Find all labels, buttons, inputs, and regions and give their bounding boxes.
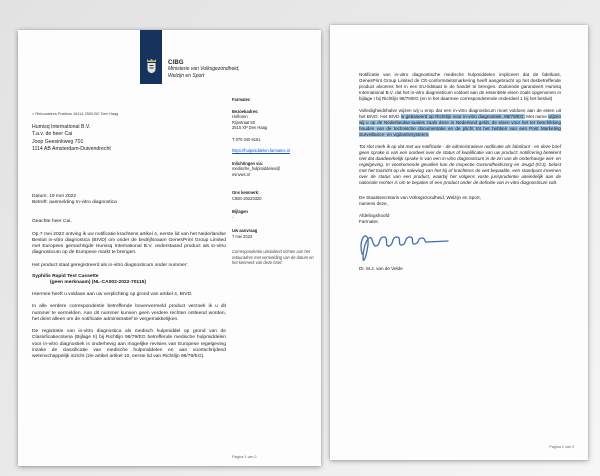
rijksoverheid-logo-ribbon: [140, 30, 162, 84]
reference-number: CIBG-20223320: [232, 195, 262, 201]
letter-page-2: [330, 25, 588, 460]
recipient-city: 1114 AB Amsterdam-Duivendrecht: [32, 145, 111, 152]
requirements-text: Met name: [524, 113, 549, 119]
recipient-address-block: [32, 124, 111, 153]
subject-line: Betreft: aanmelding In-vitro diagnostica: [32, 200, 117, 206]
product-registration-block: [32, 274, 226, 286]
info-email-line: minvws.nl: [232, 171, 250, 177]
reference-label: Ons kenmerk:: [232, 190, 260, 196]
phone-number: T 070 340 6161: [232, 136, 261, 142]
request-date-label: Uw aanvraag: [232, 228, 258, 234]
farmatec-url-link: https://hulpmiddelen.farmatec.nl: [232, 148, 291, 154]
page-number-footer: Pagina 2 van 2: [549, 445, 574, 449]
product-name: Syphilis Rapid Test Cassette: [32, 273, 99, 279]
paragraph-registration-intro: Het product staat geregistreerd als in-vitro diagnosticum onder nummer:: [32, 262, 188, 268]
requirements-text: Volledigheidshalve wijzen wij u erop dat een in-vitro diagnosticum moet voldoen aan de eisen uit het BIVD. Het BIVD: [359, 107, 561, 119]
request-date-value: 7 mei 2022: [232, 233, 253, 239]
recipient-attn: T.a.v. de heer Cai: [32, 131, 73, 138]
visit-address-line: Hoftoren: [232, 114, 248, 120]
visit-address-line: 2515 XP Den Haag: [232, 125, 268, 131]
info-label: Inlichtingen via:: [232, 160, 264, 166]
sidebar-dept: Farmatec: [232, 97, 251, 102]
visit-address-label: Bezoekadres:: [232, 108, 259, 114]
logo-ministry-line-1: Ministerie van Volksgezondheid,: [168, 66, 240, 72]
signer-name: Dr. M.J. van de Velde: [359, 266, 403, 272]
letter-body-page-1: [32, 194, 226, 360]
info-email-line: medische_hulpmiddelen@: [232, 166, 281, 172]
letter-page-1: [18, 30, 321, 466]
paragraph-requirements: [359, 108, 561, 138]
paragraph-notification: Op 7 mei 2022 ontving ik uw notificatie krachtens artikel 4, eerste lid van het Nederlandse Besluit in-vitro diagnostica (BIVD) om onder de bedrijfsnaam GenesPrint Group Limited met Europees gemachtigde Humisq International B.V. onderstaand product als in-vitro diagnosticum op de Europese markt te brengen.: [32, 231, 226, 256]
paragraph-ce-marking: Notificatie van in-vitro diagnostische medische hulpmiddelen impliceert dat de fabrikant, GenesPrint Group Limited de CE-conformiteitsmarkering heeft aangebracht op het desbetreffende product alvorens het in een EU-lidstaat in de handel te brengen. Zodoende garandeert Humisq International B.V. dat het in-vitro diagnosticum voldoet aan de essentiële eisen zoals opgenomen in bijlage I bij Richtlijn 98/79/EG (en in het daarmee corresponderende onderdeel 1 bij het besluit): [359, 72, 561, 101]
closing-line-2: namens deze,: [359, 201, 388, 207]
date-line: Datum: 19 mei 2022: [32, 194, 77, 199]
paragraph-disclaimer-italic: Tot slot merk ik op dat met uw notificatie - de administratieve notificatie als fabrikant - en deze brief geen sprake is van een oordeel over de status of kwalificatie van uw product: notificering betekent niet dat daadwerkelijk sprake is van een in-vitro diagnosticum in de zin van de onderhavige wet- en regelgeving. In voorkomende gevallen kan de Inspectie Gezondheidszorg en Jeugd (IGJ), belast met het toezicht op de naleving van het bij of krachtens de wet bepaalde, een standpunt innemen over de status van een product, waarbij het volgens vaste jurisprudentie uiteindelijk aan de nationale rechter is om te bepalen of een product onder de definitie van in-vitro diagnosticum valt.: [359, 143, 561, 185]
attachments-value: -: [232, 214, 234, 220]
paragraph-obligation: Hiermee heeft u voldaan aan uw verplichting op grond van artikel 4, BIVD.: [32, 292, 193, 298]
recipient-company: Humisq International B.V.: [32, 124, 91, 130]
logo-ministry-line-2: Welzijn en Sport: [168, 72, 205, 79]
salutation: Geachte heer Cai,: [32, 219, 72, 225]
highlighted-text: wijzen wij u op de Nederlandse-taaleis zoals deze in Nederland geldt, de eisen voor het ter beschikking houden van de technische documentatie en de plicht tot het hebben van een Post Marketing Surveillance- en vigilantiesysteem.: [359, 113, 561, 137]
return-address: > Retouradres Postbus 16114 2500 BC Den Haag: [32, 111, 119, 116]
rijkswapen-icon: [145, 58, 158, 80]
paragraph-classification: De registratie van in-vitro diagnostica als medisch hulpmiddel op grond van de Classificatiecriteria (Bijlage II) bij Richtlijn 98/79/EG betreffende medische hulpmiddelen voor in-vitro diagnostiek is onderhevig aan mogelijke revisies van Europese regelgeving inzake de classificatie van medische hulpmiddelen en aan voortschrijdend wetenschappelijk inzicht (zie artikel artikel 10, eerste lid van Richtlijn 98/79/EG).: [32, 329, 226, 359]
recipient-street: Joop Geesinkweg 701: [32, 138, 84, 145]
logo-org-name: CIBG: [168, 60, 184, 66]
attachments-label: Bijlagen: [232, 209, 248, 215]
signer-role-1: Afdelingshoofd: [359, 213, 390, 219]
letterhead-sidebar: [232, 97, 316, 266]
paragraph-correspondence: In alle verdere correspondentie betreffende bovenvermeld product verzoek ik u dit nummer te vermelden. Aan dit nummer kunnen geen verdere rechten ontleend worden, het dient alleen om de notificatie administratief te vergemakkelijken.: [32, 304, 226, 322]
signer-role-2: Farmatec: [359, 219, 379, 225]
visit-address-line: Rijnstraat 50: [232, 119, 255, 125]
product-registration-number: (geen merknaam) (NL-CA002-2022-70115): [50, 279, 146, 285]
handwritten-signature: [355, 227, 561, 265]
letter-body-page-2: [359, 72, 561, 272]
highlighted-text: is gebaseerd op Richtlijn voor in-vitro diagnostiek, 98/79/EG.: [400, 113, 525, 119]
correspondence-note: Correspondentie uitsluitend richten aan het retouradres met vermelding van de datum en het kenmerk van deze brief.: [232, 249, 314, 266]
logo-wordmark: [168, 60, 308, 79]
page-number-footer: Pagina 1 van 2: [232, 455, 257, 459]
closing-line-1: De Staatssecretaris van Volksgezondheid, Welzijn en Sport,: [359, 195, 481, 201]
